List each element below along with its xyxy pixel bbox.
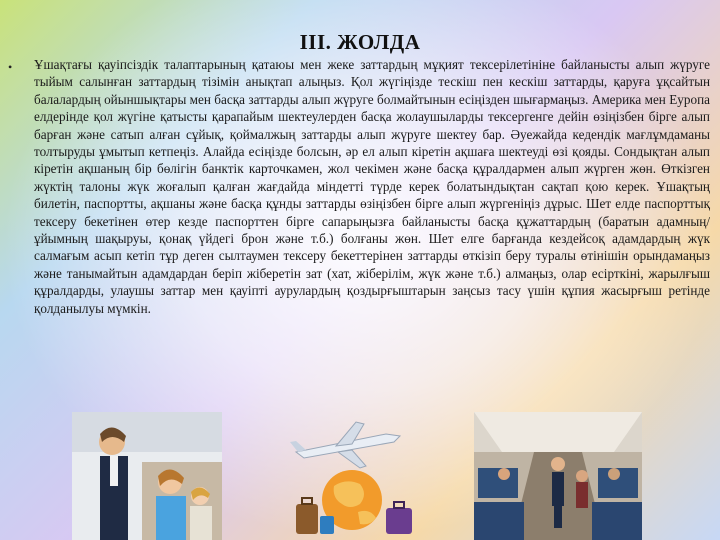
airplane-globe-illustration [276,412,426,540]
flight-attendant-photo [72,412,222,540]
bullet-marker: • [8,60,13,74]
slide-title: III. ЖОЛДА [299,30,421,54]
body-paragraph: Ұшақтағы қауіпсіздік талаптарының қатаюы мен жеке заттардың мұқият тексерілетініне байланысты алып жүруге тыйым салынған заттардың тізімін анықтап алыңыз. Қол жүгіңізде тескіш пен кескіш заттарды, қаруға ұқсайтын балалардың ойыншықтары мен басқа заттарды алып жүруге болмайтынын есіңізден шығармаңыз. Америка мен Еуропа елдерінде қол жүгіне қатысты қарапайым шектеулерден басқа жолаушыларды тексергенге дейін өзіңізбен бірге алып барған және сатып алған сұйық, қоймалжың заттарды алып жүруге шектеу бар. Әуежайда кедендік мағлұмдаманы толтыруды ұмытып кетпеңіз. Алайда есіңізде болсын, әр ел алып кіретін ақшаға шектеуді өзі қояды. Сондықтан алып кіретін ақшаның бір бөлігін банктік карточкамен, жол чекімен және басқа құралдармен алып жүрген жөн. Өткізген жүктің талоны жүк жоғалып қалған жағдайда міндетті түрде керек болатындықтан сақтап қою керек. Ұшақтың билетін, паспортты, ақшаны және басқа құнды заттарды өзіңізбен бірге алып жүргеніңіз дұрыс. Шет елде паспорттық тексеру бекетінен өтер кезде паспорттен бірге сапарыңызға байланысты басқа құжаттардың (баратын адамның/ұйымның шақыруы, қонақ үйдегі брон және т.б.) болғаны жөн. Шет елге барғанда кездейсоқ адамдардың жүк салмағым асып кетіп тұр деген сылтаумен тексеру бекеттерінен заттарды өткізіп беру туралы өтінішін орындамаңыз және танымайтын адамдардан беріп жіберетін зат (хат, жіберілім, жүк және т.б.) алмаңыз, олар есірткіні, жарылғыш құралдарды, улаушы заттар мен қауіпті аурулардың қоздырғыштарын заңсыз тасу үшін құпия жасырғыш ретінде қолданылуы мүмкін. [34,57,710,316]
aircraft-cabin-photo [474,412,642,540]
